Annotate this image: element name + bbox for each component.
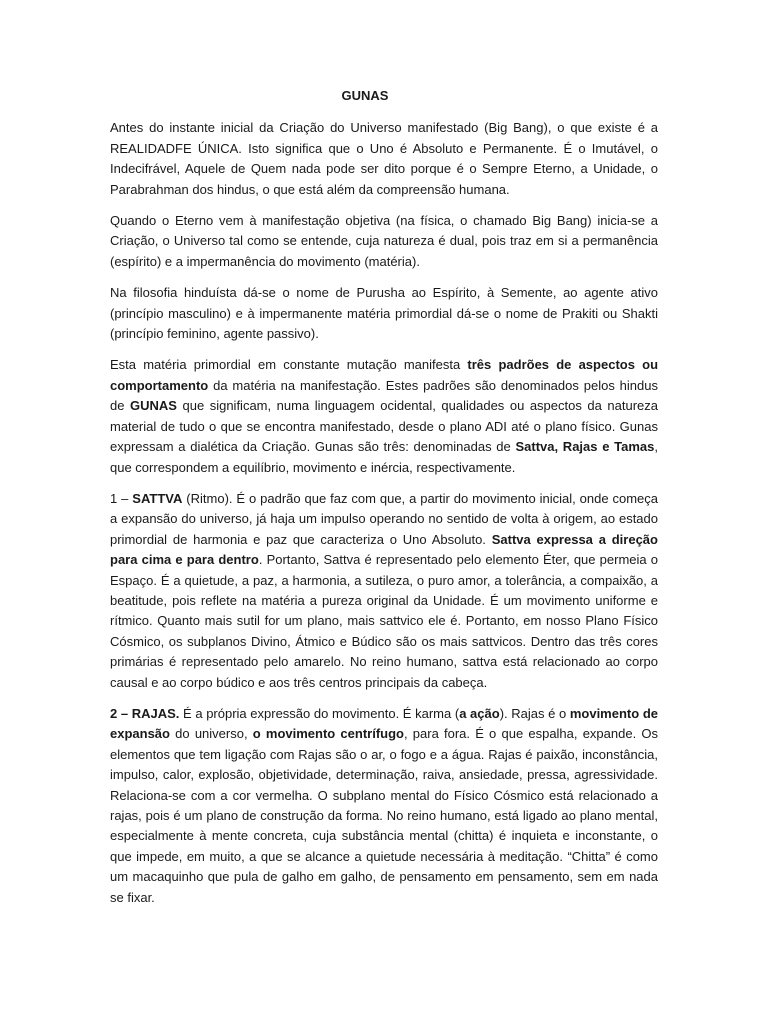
paragraph-4-bold: Sattva, Rajas e Tamas xyxy=(515,439,655,455)
paragraph-4-text: que significam, numa linguagem ocidental, qualidades ou aspectos da natureza material de tudo o que se encontra manifestado, desde o plano ADI até o plano físico. Gunas expressam a dialética da Criação. Gunas são três: denominadas de xyxy=(110,398,658,455)
rajas-text: do universo, xyxy=(169,726,253,742)
paragraph-4-bold: três padrões de aspectos ou comportamento xyxy=(110,357,659,393)
sattva-text: (Ritmo). É o padrão que faz com que, a partir do movimento inicial, onde começa a expansão do universo, já haja um impulso operando no sentido de volta à origem, ao estado primordial de harmonia e paz que caracteriza o Uno Absoluto. xyxy=(110,490,658,547)
paragraph-3: Na filosofia hinduísta dá-se o nome de Purusha ao Espírito, à Semente, ao agente ativo (princípio masculino) e à impermanente matéria primordial dá-se o nome de Prakiti ou Shakti (princípio feminino, agente passivo). xyxy=(110,285,658,342)
paragraph-rajas xyxy=(110,704,658,908)
sattva-text: . Portanto, Sattva é representado pelo elemento Éter, que permeia o Espaço. É a quietude, a paz, a harmonia, a sutileza, o puro amor, a tolerância, a compaixão, a beatitude, pois reflete na matéria a pureza original da Unidade. É um movimento uniforme e rítmico. Quanto mais sutil for um plano, mais sattvico ele é. Portanto, em nosso Plano Físico Cósmico, os subplanos Divino, Átmico e Búdico são os mais sattvicos. Dentro das três cores primárias é representado pelo amarelo. No reino humano, sattva está relacionado ao corpo causal e ao corpo búdico e aos três centros principais da cabeça. xyxy=(110,552,659,690)
paragraph-2: Quando o Eterno vem à manifestação objetiva (na física, o chamado Big Bang) inicia-se a Criação, o Universo tal como se entende, cuja natureza é dual, pois traz em si a permanência (espírito) e a impermanência do movimento (matéria). xyxy=(110,213,658,269)
document-title: GUNAS xyxy=(341,88,389,103)
rajas-bold: a ação xyxy=(459,705,500,721)
sattva-heading: SATTVA xyxy=(132,490,183,506)
rajas-heading: 2 – RAJAS. xyxy=(110,705,180,721)
rajas-bold: o movimento centrífugo xyxy=(252,726,404,742)
paragraph-4-bold: GUNAS xyxy=(130,398,177,414)
paragraph-sattva xyxy=(110,489,658,693)
paragraph-4-text: Esta matéria primordial em constante mutação manifesta xyxy=(110,357,468,373)
paragraph-4-text: da matéria na manifestação. Estes padrões são denominados pelos hindus de xyxy=(110,377,658,414)
sattva-bold: Sattva expressa a direção para cima e para dentro xyxy=(110,531,658,568)
paragraph-4 xyxy=(110,355,658,477)
document-page xyxy=(110,86,658,919)
rajas-bold: movimento de expansão xyxy=(110,705,658,742)
paragraph-4-text: , que correspondem a equilíbrio, movimento e inércia, respectivamente. xyxy=(110,439,658,475)
rajas-text: ). Rajas é o xyxy=(499,705,570,721)
paragraph-1: Antes do instante inicial da Criação do Universo manifestado (Big Bang), o que existe é a REALIDADFE ÚNICA. Isto significa que o Uno é Absoluto e Permanente. É o Imutável, o Indecifrável, Aquele de Quem nada pode ser dito porque é o Sempre Eterno, a Unidade, o Parabrahman dos hindus, o que está além da compreensão humana. xyxy=(110,120,658,197)
rajas-text: , para fora. É o que espalha, expande. Os elementos que tem ligação com Rajas são o ar, o fogo e a água. Rajas é paixão, inconstância, impulso, calor, explosão, objetividade, determinação, raiva, ansiedade, pressa, agressividade. Relaciona-se com a cor vermelha. O subplano mental do Físico Cósmico está relacionado a rajas, pois é um plano de construção da forma. No reino humano, está ligado ao plano mental, especialmente à mente concreta, cuja substância mental (chitta) é inquieta e inconstante, o que impede, em muito, a que se alcance a quietude necessária à meditação. “Chitta” é como um macaquinho que pula de galho em galho, de pensamento em pensamento, sem em nada se fixar. xyxy=(110,726,658,905)
sattva-text: 1 – xyxy=(110,490,133,506)
rajas-text: É a própria expressão do movimento. É karma ( xyxy=(179,705,460,721)
